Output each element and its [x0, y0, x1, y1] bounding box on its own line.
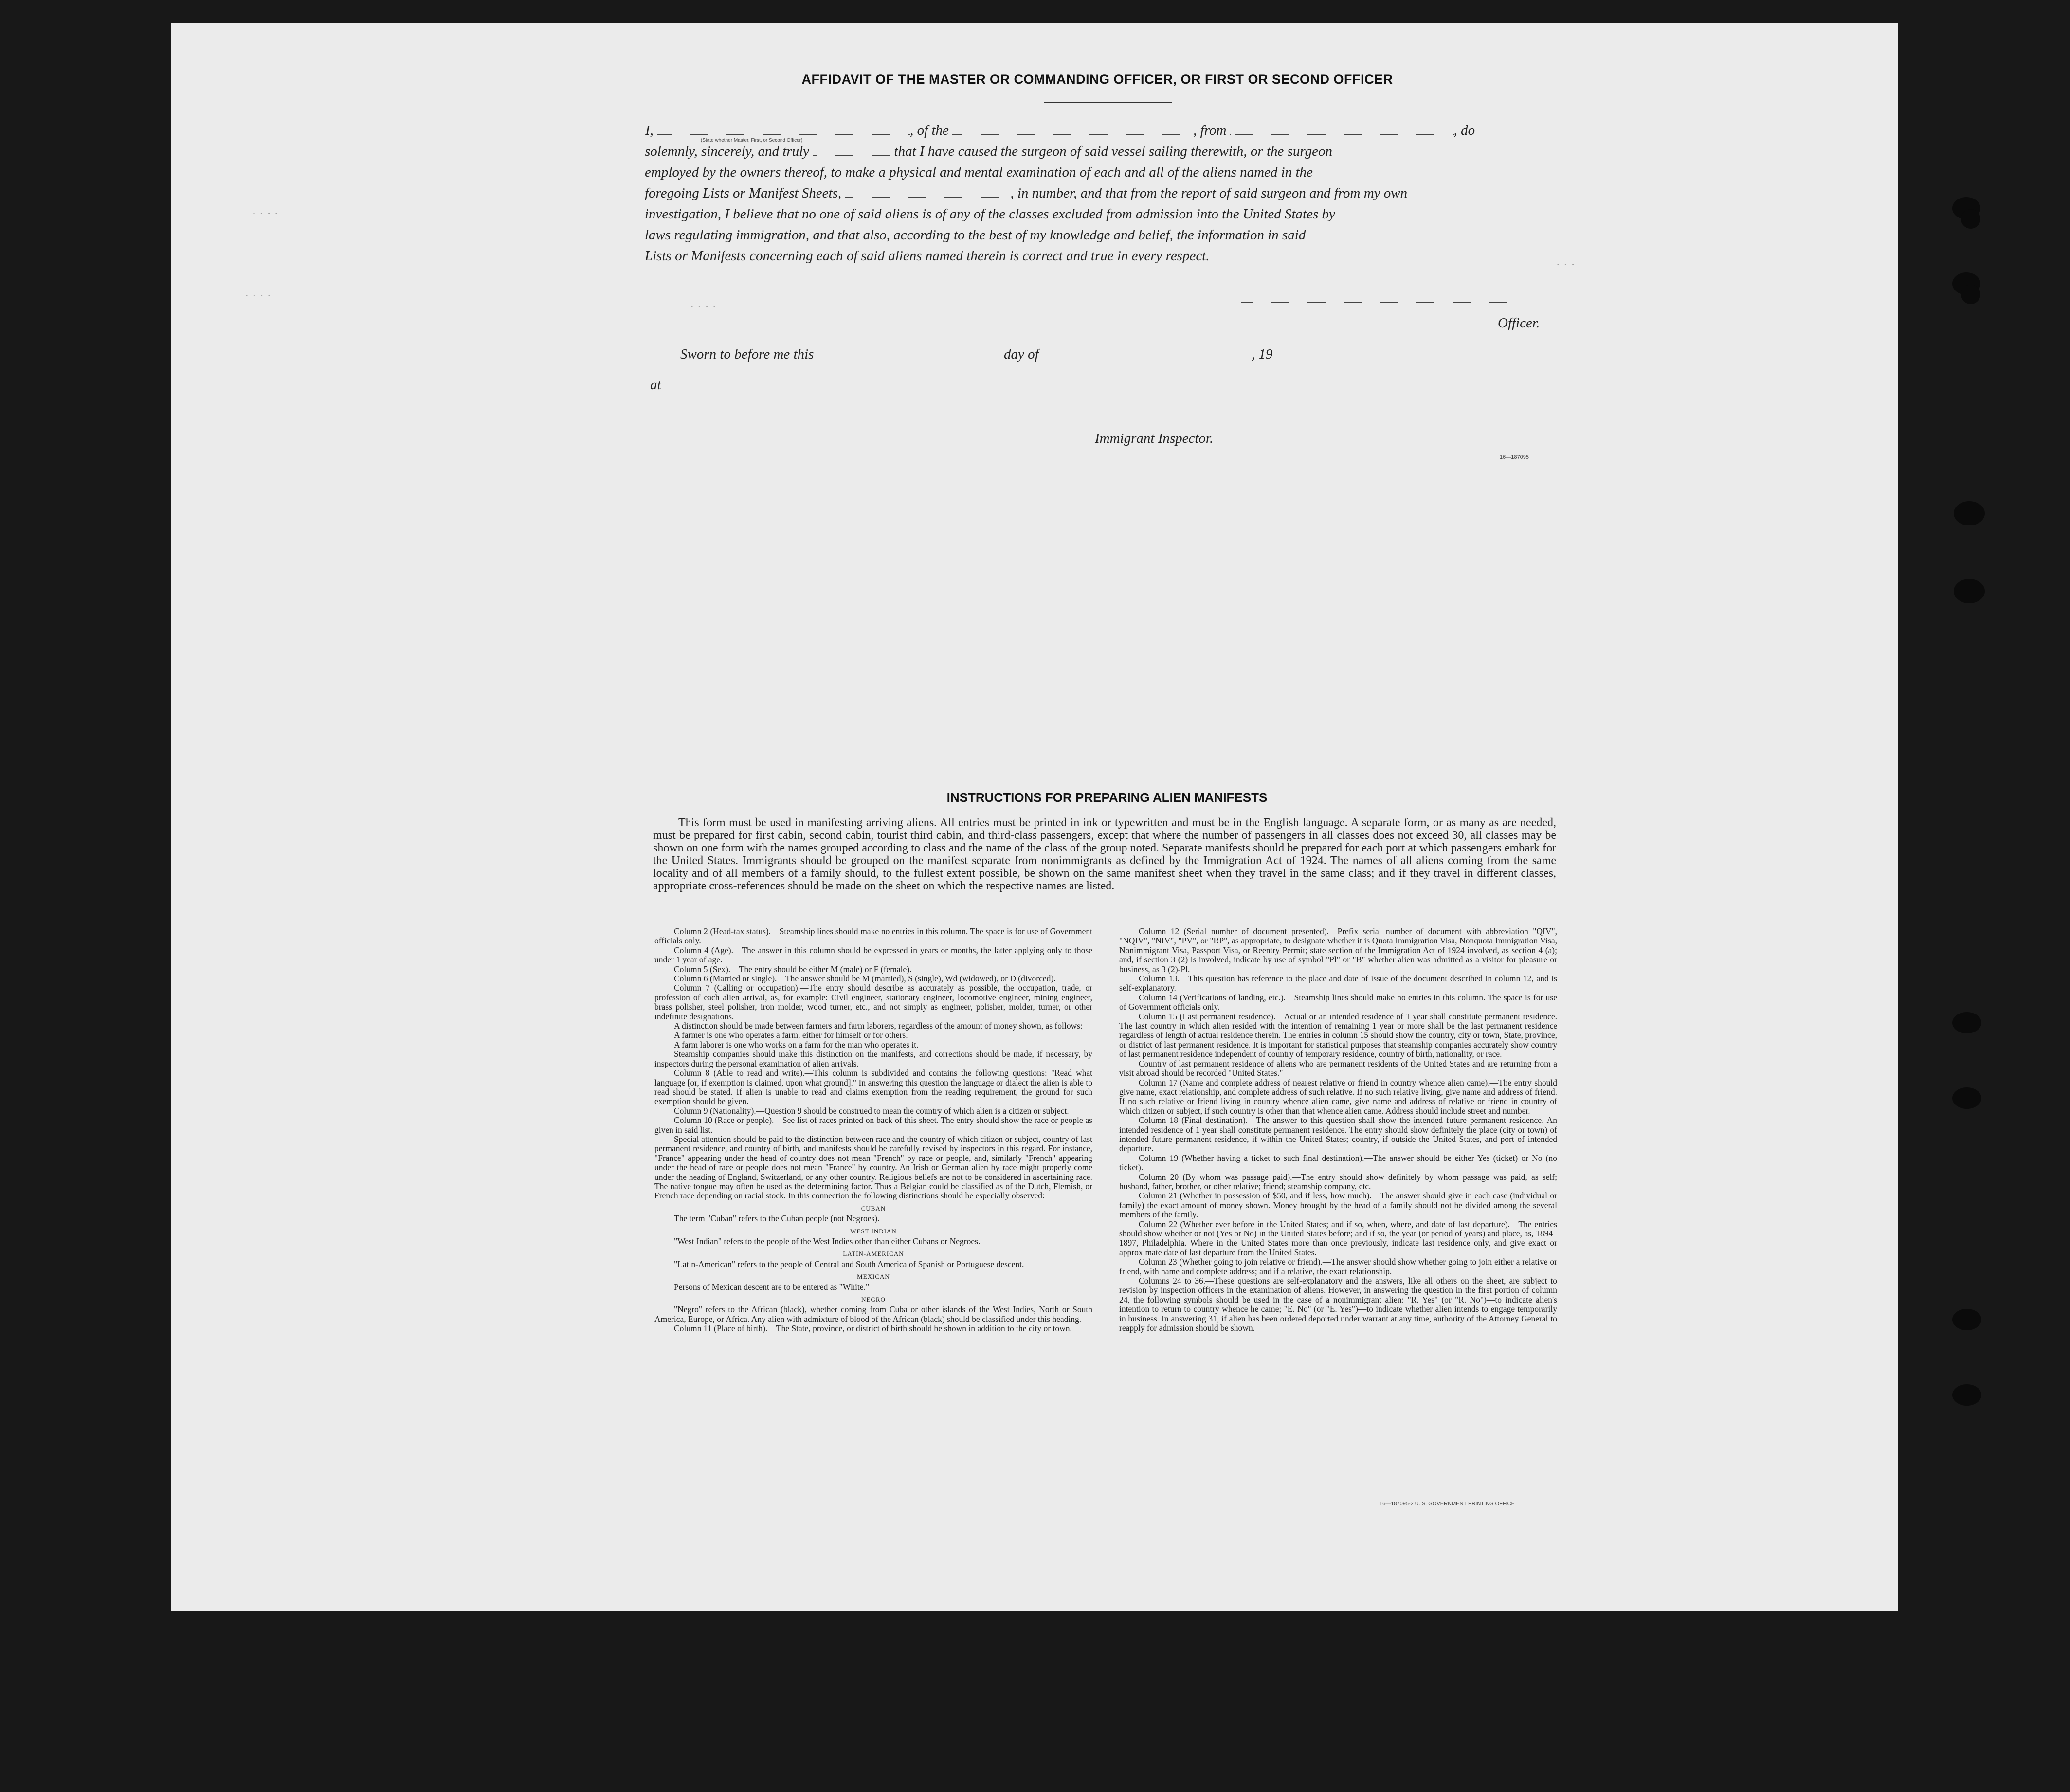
state-note: (State whether Master, First, or Second Officer) — [701, 138, 803, 143]
instructions-left-column — [654, 927, 1092, 1334]
text-latin-american: "Latin-American" refers to the people of Central and South America of Spanish or Portuguese descent. — [674, 1259, 1024, 1269]
text-mexican: Persons of Mexican descent are to be entered as "White." — [674, 1282, 870, 1292]
from-label: , from — [1193, 123, 1227, 138]
instruction-paragraph: Column 6 (Married or single).—The answer should be M (married), S (single), Wd (widowed), or D (divorced). — [674, 974, 1056, 984]
of-the-label: , of the — [910, 123, 949, 138]
text-cuban: The term "Cuban" refers to the Cuban people (not Negroes). — [674, 1213, 880, 1224]
affidavit-line-6: laws regulating immigration, and that also, according to the best of my knowledge and belief, the information in said — [645, 227, 1306, 243]
instruction-paragraph: A farmer is one who operates a farm, either for himself or for others. — [674, 1030, 908, 1040]
instruction-paragraph: Column 22 (Whether ever before in the United States; and if so, when, where, and date of last departure).—The entries should show whether or not (Yes or No) in the United States before; and if so, the year (or period of years) and place, as, 1894–1897, Philadelphia. Where in the United States more than once previously, indicate last residence only, and give exact or approximate date of last departure from the United States. — [1119, 1219, 1557, 1257]
instruction-paragraph: Column 5 (Sex).—The entry should be either M (male) or F (female). — [674, 964, 912, 974]
instruction-paragraph: Column 2 (Head-tax status).—Steamship lines should make no entries in this column. The space is for use of Government officials only. — [654, 926, 1092, 946]
instruction-paragraph: Column 15 (Last permanent residence).—Actual or an intended residence of 1 year shall constitute permanent residence. The last country in which alien resided with the intention of remaining 1 year or more shall be the last permanent residence regardless of length of actual residence therein. The entries in column 15 should show the country, city or town, State, province, or district of last permanent residence. It is important for statistical purposes that steamship companies accurately show country of last permanent residence independent of country of temporary residence, country of birth, nationality, or race. — [1119, 1011, 1557, 1059]
printing-office-footer: 16—187095-2 U. S. GOVERNMENT PRINTING OFFICE — [1380, 1501, 1515, 1507]
instruction-paragraph: Column 13.—This question has reference to the place and date of issue of the document described in column 12, and is self-explanatory. — [1119, 974, 1557, 993]
instructions-right-column — [1119, 927, 1557, 1333]
at-label: at — [650, 377, 661, 393]
instruction-paragraph: A farm laborer is one who works on a farm for the man who operates it. — [674, 1039, 919, 1050]
instruction-paragraph: Country of last permanent residence of aliens who are permanent residents of the United States and are returning from a visit abroad should be recorded "United States." — [1119, 1058, 1557, 1078]
affidavit-line-4: foregoing Lists or Manifest Sheets, , in number, and that from the report of said surgeon and from my own — [645, 185, 1408, 201]
binder-hole-4 — [1961, 285, 1980, 304]
instruction-paragraph: Column 7 (Calling or occupation).—The entry should describe as accurately as possible, the occupation, trade, or profession of each alien arrival, as, for example: Civil engineer, stationary engineer, locomotive engineer, mining engineer, brass polisher, steel polisher, iron molder, wood turner, etc., and not simply as engineer, polisher, molder, turner, or other indefinite designations. — [654, 983, 1092, 1021]
instruction-paragraph: Column 20 (By whom was passage paid).—The entry should show definitely by whom passage was paid, as self; husband, father, brother, or other relative; friend; steamship company, etc. — [1119, 1172, 1557, 1191]
signature-line-top — [1241, 302, 1521, 303]
port-blank — [1230, 124, 1454, 135]
instruction-paragraph: Column 21 (Whether in possession of $50, and if less, how much).—The answer should give in each case (individual or family) the exact amount of money shown. Money brought by the head of a family should not be divided among the several members of the family. — [1119, 1191, 1557, 1220]
instructions-title: INSTRUCTIONS FOR PREPARING ALIEN MANIFESTS — [946, 790, 1268, 805]
binder-hole-7 — [1952, 1012, 1981, 1033]
oath-blank — [813, 145, 890, 156]
affidavit-line-2: solemnly, sincerely, and truly that I have caused the surgeon of said vessel sailing therewith, or the surgeon — [645, 144, 1333, 159]
day-of-label: day of — [1004, 346, 1039, 362]
vessel-name-blank — [952, 124, 1193, 135]
instruction-paragraph: Column 23 (Whether going to join relative or friend).—The answer should show whether going to join either a relative or friend, with name and complete address; and if a relative, the exact relationship. — [1119, 1257, 1557, 1276]
title-rule — [1044, 102, 1172, 103]
at-place-blank — [672, 388, 942, 389]
instruction-paragraph: Column 9 (Nationality).—Question 9 should be construed to mean the country of which alien is a citizen or subject. — [674, 1105, 1069, 1116]
sworn-month-blank — [1056, 360, 1251, 361]
affidavit-line-5: investigation, I believe that no one of said aliens is of any of the classes excluded from admission into the United States by — [645, 206, 1335, 222]
stray-mark: - - - — [1557, 260, 1576, 267]
affidavit-title: AFFIDAVIT OF THE MASTER OR COMMANDING OFFICER, OR FIRST OR SECOND OFFICER — [801, 72, 1393, 87]
inspector-signature-line — [920, 429, 1114, 430]
instruction-paragraph: Column 17 (Name and complete address of nearest relative or friend in country whence alien came).—The entry should give name, exact relationship, and complete address of such relative. If no such relative living, give name and address of friend. If no such relative or friend living in country whence alien came, give name and address of relative or friend in country of which citizen or subject, if such country is other than that whence alien came. Address should include street and number. — [1119, 1077, 1557, 1116]
inspector-label: Immigrant Inspector. — [1095, 431, 1214, 446]
heading-latin-american: LATIN-AMERICAN — [843, 1250, 904, 1258]
heading-cuban: CUBAN — [861, 1204, 886, 1212]
instruction-paragraph: Column 4 (Age).—The answer in this column should be expressed in years or months, the latter applying only to those under 1 year of age. — [654, 945, 1092, 965]
do-label: , do — [1453, 123, 1475, 138]
instruction-paragraph: Column 14 (Verifications of landing, etc.).—Steamship lines should make no entries in this column. The space is for use of Government officials only. — [1119, 992, 1557, 1012]
instruction-paragraph: Columns 24 to 36.—These questions are self-explanatory and the answers, like all others on the sheet, are subject to revision by inspection officers in the examination of aliens. However, in answering the question in the first portion of column 24, the following symbols should be used in the case of a nonimmigrant alien: "R. Yes" (or "R. No")—to indicate alien's intention to return to country whence he came; "E. No" (or "E. Yes")—to indicate whether alien intends to engage temporarily in business. In answering 31, if alien has been ordered deported under warrant at any time, authority of the Attorney General to reapply for admission should be shown. — [1119, 1276, 1557, 1333]
form-number: 16—187095 — [1500, 454, 1529, 460]
binder-hole-6 — [1954, 579, 1985, 603]
instruction-paragraph: Column 8 (Able to read and write).—This column is subdivided and contains the following questions: "Read what language [or, if exemption is claimed, upon what ground]." In answering this question the language or dialect the alien is able to read should be stated. If alien is unable to read and claims exemption from the reading requirement, the ground for such exemption should be given. — [654, 1068, 1092, 1106]
count-blank — [845, 186, 1010, 198]
instruction-paragraph: Column 10 (Race or people).—See list of races printed on back of this sheet. The entry should show the race or people as given in said list. — [654, 1115, 1092, 1135]
instruction-paragraph: Column 18 (Final destination).—The answer to this question shall show the intended future permanent residence. An intended residence of 1 year shall constitute permanent residence. The entry should show definitely the place (city or town) of intended future permanent residence, if within the United States; country, if outside the United States, and port of intended departure. — [1119, 1115, 1557, 1154]
instruction-paragraph: Steamship companies should make this distinction on the manifests, and corrections should be made, if necessary, by inspectors during the personal examination of alien arrivals. — [654, 1049, 1092, 1068]
binder-hole-8 — [1952, 1087, 1981, 1109]
instruction-paragraph: Column 19 (Whether having a ticket to such final destination).—The answer should be either Yes (ticket) or No (no ticket). — [1119, 1153, 1557, 1173]
officer-label: Officer. — [1498, 315, 1540, 331]
heading-west-indian: WEST INDIAN — [850, 1227, 897, 1235]
stray-mark: - - - - — [246, 292, 272, 299]
heading-negro: NEGRO — [861, 1296, 886, 1303]
officer-rank-blank — [657, 124, 910, 135]
text-negro: "Negro" refers to the African (black), whether coming from Cuba or other islands of the West Indies, North or South America, Europe, or Africa. Any alien with admixture of blood of the African (black) should be classified under this heading. — [654, 1304, 1092, 1324]
stray-mark: - - - - — [691, 303, 717, 309]
affidavit-line-3: employed by the owners thereof, to make a physical and mental examination of each and all of the aliens named in the — [645, 164, 1313, 180]
binder-hole-10 — [1952, 1384, 1981, 1406]
sworn-day-blank — [861, 360, 998, 361]
sworn-label: Sworn to before me this — [680, 346, 814, 362]
year-label: , 19 — [1252, 346, 1273, 362]
instructions-intro: This form must be used in manifesting arriving aliens. All entries must be printed in ink or typewritten and must be in the English language. A separate form, or as many as are needed, must be prepared for first cabin, second cabin, tourist third cabin, and third-class passengers, except that where the number of passengers in all classes does not exceed 30, all classes may be shown on one form with the names grouped according to class and the name of the class of the group noted. Separate manifests should be prepared for each port at which passengers embark for the United States. Immigrants should be grouped on the manifest separate from nonimmigrants as defined by the Immigration Act of 1924. The names of all aliens coming from the same locality and of all members of a family should, to the fullest extent possible, be shown on the same manifest sheet when they travel in the same class; and if they travel in different classes, appropriate cross-references should be made on the sheet on which the respective names are listed. — [653, 816, 1556, 892]
instruction-paragraph: Special attention should be paid to the distinction between race and the country of which citizen or subject, country of last permanent residence, and country of birth, and manifests should be carefully revised by inspectors in this regard. For instance, "France" appearing under the head of country does not mean "French" by race or people, and, similarly "French" appearing under the head of race or people does not mean "France" by country. An Irish or German alien by race might properly come under the heading of England, Switzerland, or any other country. Religious beliefs are not to be considered in ascertaining race. The native tongue may often be used as the determining factor. Thus a Belgian could be classified as of the Dutch, Flemish, or French race depending on racial stock. In this connection the following distinctions should be especially observed: — [654, 1134, 1092, 1201]
binder-hole-9 — [1952, 1309, 1981, 1330]
binder-hole-5 — [1954, 501, 1985, 525]
affidavit-line-7: Lists or Manifests concerning each of said aliens named therein is correct and true in every respect. — [645, 248, 1210, 264]
signature-line-officer — [1362, 328, 1498, 329]
stray-mark: - - - - — [253, 209, 279, 216]
instruction-paragraph: A distinction should be made between farmers and farm laborers, regardless of the amount of money shown, as follows: — [674, 1021, 1083, 1031]
text-column-11: Column 11 (Place of birth).—The State, province, or district of birth should be shown in addition to the city or town. — [674, 1323, 1072, 1334]
i-label: I, — [645, 123, 654, 138]
binder-hole-2 — [1961, 209, 1980, 229]
instruction-paragraph: Column 12 (Serial number of document presented).—Prefix serial number of document with abbreviation "QIV", "NQIV", "NIV", "PV", or "RP", as appropriate, to designate whether it is Quota Immigration Visa, Nonquota Immigration Visa, Nonimmigrant Visa, Passport Visa, or Reentry Permit; state section of the Immigration Act of 1924 involved, as section 4 (a); and, if section 3 (2) is involved, indicate by use of symbol "Pl" or "B" whether alien was admitted as a visitor for pleasure or business, as 3 (2)-Pl. — [1119, 926, 1557, 974]
text-west-indian: "West Indian" refers to the people of the West Indies other than either Cubans or Negroes. — [674, 1236, 981, 1246]
heading-mexican: MEXICAN — [857, 1273, 890, 1281]
